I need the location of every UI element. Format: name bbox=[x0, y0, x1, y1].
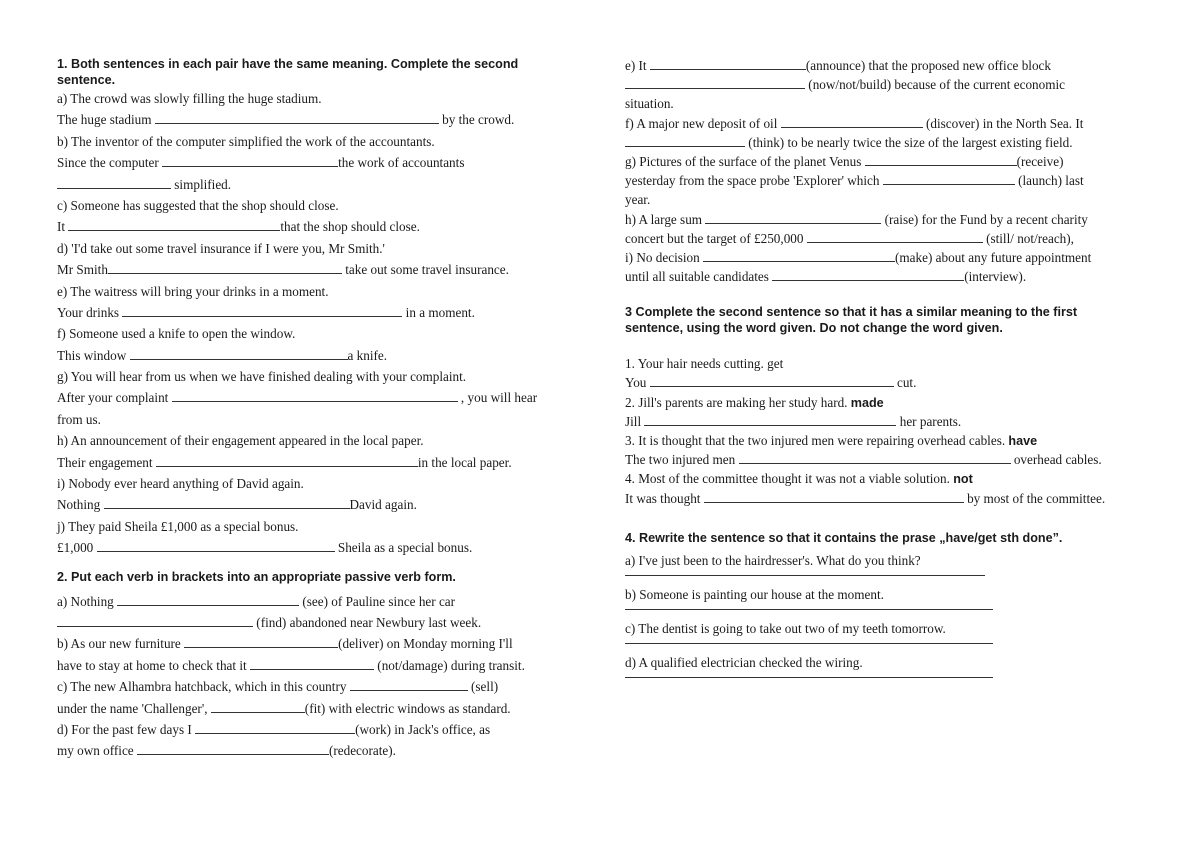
section2-heading: 2. Put each verb in brackets into an appropriate passive verb form. bbox=[57, 569, 456, 584]
answer-blank[interactable] bbox=[108, 261, 342, 274]
s2-f-line1: f) A major new deposit of oil (discover) in the North Sea. It bbox=[625, 115, 1084, 131]
s1-a-answer: The huge stadium by the crowd. bbox=[57, 112, 515, 128]
s2-c-line1: c) The new Alhambra hatchback, which in this country (sell) bbox=[57, 679, 499, 695]
answer-blank[interactable] bbox=[625, 76, 805, 89]
s3-q1-answer: You cut. bbox=[625, 375, 917, 391]
answer-blank[interactable] bbox=[807, 230, 983, 243]
s1-b-answer-cont: simplified. bbox=[57, 174, 557, 195]
s2-b-line1: b) As our new furniture (deliver) on Monday morning I'll bbox=[57, 636, 513, 652]
answer-blank[interactable] bbox=[137, 742, 329, 755]
s1-f-sentence: f) Someone used a knife to open the window. bbox=[57, 326, 296, 342]
answer-line[interactable] bbox=[625, 574, 985, 576]
answer-line[interactable] bbox=[625, 608, 993, 610]
keyword-made: made bbox=[850, 395, 884, 410]
s1-c-sentence: c) Someone has suggested that the shop should close. bbox=[57, 197, 339, 213]
s1-i-sentence: i) Nobody ever heard anything of David again. bbox=[57, 476, 304, 492]
s1-e-answer: Your drinks in a moment. bbox=[57, 304, 475, 320]
answer-blank[interactable] bbox=[195, 721, 355, 734]
answer-blank[interactable] bbox=[104, 496, 350, 509]
s1-e-sentence: e) The waitress will bring your drinks in a moment. bbox=[57, 283, 329, 299]
answer-blank[interactable] bbox=[772, 268, 964, 281]
s2-d-line2: my own office (redecorate). bbox=[57, 743, 396, 759]
answer-blank[interactable] bbox=[156, 454, 418, 467]
s4-d: d) A qualified electrician checked the wiring. bbox=[625, 654, 863, 670]
s2-b-line2: have to stay at home to check that it (not/damage) during transit. bbox=[57, 657, 525, 673]
s1-j-answer: £1,000 Sheila as a special bonus. bbox=[57, 540, 473, 556]
answer-blank[interactable] bbox=[97, 539, 335, 552]
s3-q1: 1. Your hair needs cutting. get bbox=[625, 356, 784, 372]
s1-h-sentence: h) An announcement of their engagement appeared in the local paper. bbox=[57, 433, 424, 449]
answer-blank[interactable] bbox=[250, 657, 374, 670]
answer-line[interactable] bbox=[625, 642, 993, 644]
answer-blank[interactable] bbox=[625, 134, 745, 147]
s1-c-answer: It that the shop should close. bbox=[57, 219, 420, 235]
s3-q2: 2. Jill's parents are making her study hard. made bbox=[625, 394, 884, 410]
s3-q4-answer: It was thought by most of the committee. bbox=[625, 490, 1106, 506]
right-column bbox=[625, 56, 1145, 678]
section4-items bbox=[625, 550, 1145, 678]
answer-blank[interactable] bbox=[172, 389, 458, 402]
answer-blank[interactable] bbox=[155, 111, 439, 124]
keyword-not: not bbox=[953, 472, 973, 487]
s1-d-sentence: d) 'I'd take out some travel insurance if I were you, Mr Smith.' bbox=[57, 240, 385, 256]
s1-j-sentence: j) They paid Sheila £1,000 as a special bonus. bbox=[57, 518, 299, 534]
s2-g-line3: year. bbox=[625, 192, 651, 208]
answer-blank[interactable] bbox=[57, 614, 253, 627]
section1-heading: 1. Both sentences in each pair have the same meaning. Complete the second sentence. bbox=[57, 57, 519, 87]
s4-c: c) The dentist is going to take out two of my teeth tomorrow. bbox=[625, 620, 946, 636]
s2-a-line2: (find) abandoned near Newbury last week. bbox=[57, 612, 557, 633]
s2-d-line1: d) For the past few days I (work) in Jack's office, as bbox=[57, 721, 491, 737]
s2-i-line1: i) No decision (make) about any future appointment bbox=[625, 249, 1092, 265]
answer-blank[interactable] bbox=[883, 172, 1015, 185]
s2-f-line2: (think) to be nearly twice the size of the largest existing field. bbox=[625, 133, 1145, 152]
section4-heading: 4. Rewrite the sentence so that it contains the prase „have/get sth done”. bbox=[625, 530, 1063, 545]
s1-g-answer-cont: from us. bbox=[57, 411, 101, 427]
s2-g-line1: g) Pictures of the surface of the planet Venus (receive) bbox=[625, 153, 1064, 169]
answer-blank[interactable] bbox=[650, 57, 806, 70]
answer-blank[interactable] bbox=[130, 347, 348, 360]
s1-b-sentence: b) The inventor of the computer simplified the work of the accountants. bbox=[57, 133, 435, 149]
s4-b: b) Someone is painting our house at the moment. bbox=[625, 586, 884, 602]
s2-e-line1: e) It (announce) that the proposed new office block bbox=[625, 58, 1052, 73]
answer-blank[interactable] bbox=[644, 413, 896, 426]
s2-h-line1: h) A large sum (raise) for the Fund by a recent charity bbox=[625, 211, 1088, 227]
answer-blank[interactable] bbox=[650, 374, 894, 387]
s2-g-line2: yesterday from the space probe 'Explorer' which (launch) last bbox=[625, 173, 1084, 189]
answer-blank[interactable] bbox=[117, 593, 299, 606]
s1-h-answer: Their engagement in the local paper. bbox=[57, 454, 512, 470]
s1-b-answer: Since the computer the work of accountants bbox=[57, 155, 465, 171]
s2-c-line2: under the name 'Challenger', (fit) with electric windows as standard. bbox=[57, 700, 511, 716]
s3-q4: 4. Most of the committee thought it was not a viable solution. not bbox=[625, 471, 973, 487]
answer-blank[interactable] bbox=[781, 115, 923, 128]
s1-g-answer: After your complaint , you will hear bbox=[57, 390, 538, 406]
s3-q3-answer: The two injured men overhead cables. bbox=[625, 452, 1102, 468]
s1-a-sentence: a) The crowd was slowly filling the huge stadium. bbox=[57, 91, 322, 106]
s1-f-answer: This window a knife. bbox=[57, 347, 388, 363]
answer-blank[interactable] bbox=[865, 153, 1017, 166]
s2-h-line2: concert but the target of £250,000 (still/ not/reach), bbox=[625, 230, 1074, 246]
s2-e-line2: (now/not/build) because of the current economic bbox=[625, 75, 1145, 94]
answer-blank[interactable] bbox=[162, 154, 338, 167]
answer-blank[interactable] bbox=[350, 678, 468, 691]
section3-heading: 3 Complete the second sentence so that it has a similar meaning to the first sentence, using the word given. Do not change the word given. bbox=[625, 305, 1078, 336]
left-column bbox=[57, 56, 557, 762]
answer-line[interactable] bbox=[625, 676, 993, 678]
s2-a-line1: a) Nothing (see) of Pauline since her car bbox=[57, 593, 456, 609]
s2-e-line3: situation. bbox=[625, 96, 674, 112]
s3-q2-answer: Jill her parents. bbox=[625, 413, 962, 429]
s2-i-line2: until all suitable candidates (interview). bbox=[625, 269, 1027, 285]
answer-blank[interactable] bbox=[184, 635, 338, 648]
answer-blank[interactable] bbox=[704, 490, 964, 503]
answer-blank[interactable] bbox=[68, 218, 280, 231]
answer-blank[interactable] bbox=[57, 176, 171, 189]
s1-g-sentence: g) You will hear from us when we have finished dealing with your complaint. bbox=[57, 369, 467, 385]
s1-i-answer: Nothing David again. bbox=[57, 497, 417, 513]
answer-blank[interactable] bbox=[211, 700, 305, 713]
s4-a: a) I've just been to the hairdresser's. What do you think? bbox=[625, 552, 921, 568]
answer-blank[interactable] bbox=[705, 211, 881, 224]
keyword-have: have bbox=[1008, 434, 1038, 448]
answer-blank[interactable] bbox=[122, 304, 402, 317]
answer-blank[interactable] bbox=[703, 249, 895, 262]
answer-blank[interactable] bbox=[739, 451, 1011, 464]
s1-d-answer: Mr Smith take out some travel insurance. bbox=[57, 262, 509, 278]
s3-q3: 3. It is thought that the two injured men were repairing overhead cables. have bbox=[625, 433, 1038, 448]
